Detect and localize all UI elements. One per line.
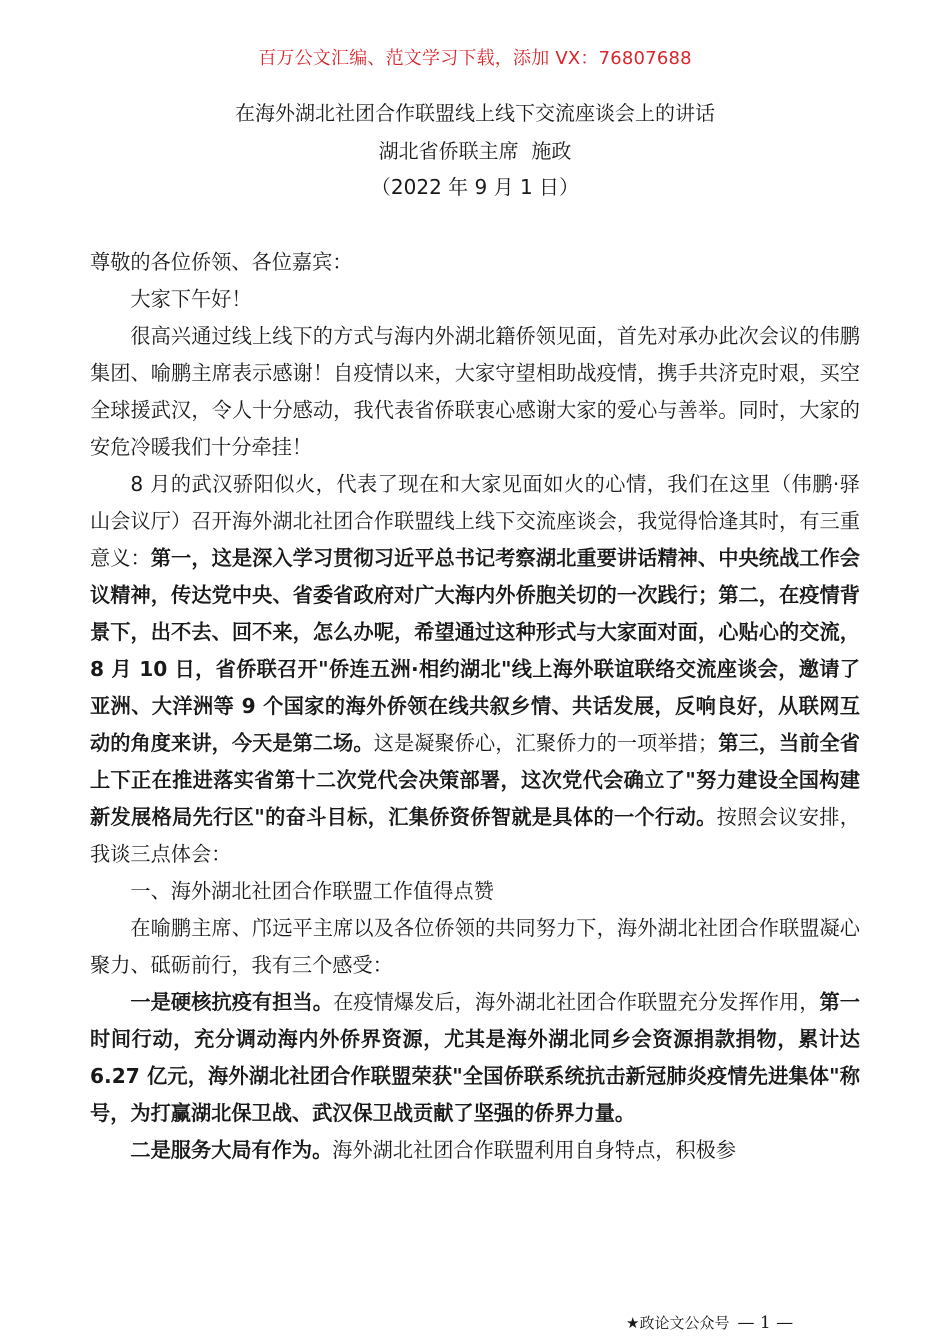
watermark-banner: 百万公文汇编、范文学习下载，添加 VX：76807688 (258, 48, 692, 69)
p2-first-second-points: 第一，这是深入学习贯彻习近平总书记考察湖北重要讲话精神、中央统战工作会议精神，传达党中央、省委省政府对广大海内外侨胞关切的一次践行；第二，在疫情背景下，出不去、回不来，怎么办呢，希望通过这种形式与大家面对面，心贴心的交流，8 月 10 日，省侨联召开"侨连五洲·相约湖北"线上海外联谊联络交流座谈会，邀请了亚洲、大洋洲等 9 个国家的海外侨领在线共叙乡情、共话发展，反响良好，从联网互动的角度来讲，今天是第二场。 (90, 546, 860, 755)
p4-text: 在疫情爆发后，海外湖北社团合作联盟充分发挥作用， (333, 990, 820, 1014)
salutation: 尊敬的各位侨领、各位嘉宾： (90, 250, 353, 274)
paragraph-2 (90, 466, 860, 873)
paragraph-4 (90, 984, 860, 1132)
paragraph-3: 在喻鹏主席、邝远平主席以及各位侨领的共同努力下，海外湖北社团合作联盟凝心聚力、砥砺前行，我有三个感受： (90, 916, 860, 977)
speaker-line: 湖北省侨联主席 施政 (378, 139, 572, 163)
footer-source: ★政论文公众号 (626, 1314, 730, 1332)
p2-summary: 这是凝聚侨心，汇聚侨力的一项举措； (373, 731, 719, 755)
p2-third-point: 第三，当前全省上下正在推进落实省第十二次党代会决策部署，这次党代会确立了"努力建设全国构建新发展格局先行区"的奋斗目标，汇集侨资侨智就是具体的一个行动。 (90, 731, 860, 829)
p5-lead: 二是服务大局有作为。 (130, 1138, 333, 1162)
section-heading-1: 一、海外湖北社团合作联盟工作值得点赞 (130, 879, 494, 903)
p2-intro: 8 月的武汉骄阳似火，代表了现在和大家见面如火的心情，我们在这里（伟鹏·驿山会议厅）召开海外湖北社团合作联盟线上线下交流座谈会，我觉得恰逢其时，有三重意义： (90, 472, 860, 570)
p2-closing: 按照会议安排，我谈三点体会： (90, 805, 860, 866)
p5-text: 海外湖北社团合作联盟利用自身特点，积极参 (332, 1138, 737, 1162)
paragraph-1: 很高兴通过线上线下的方式与海内外湖北籍侨领见面，首先对承办此次会议的伟鹏集团、喻鹏主席表示感谢！自疫情以来，大家守望相助战疫情，携手共济克时艰，买空全球援武汉，令人十分感动，我代表省侨联衷心感谢大家的爱心与善举。同时，大家的安危冷暖我们十分牵挂！ (90, 324, 860, 459)
document-title: 在海外湖北社团合作联盟线上线下交流座谈会上的讲话 (235, 101, 715, 125)
speech-body (90, 244, 860, 1169)
page-number: — 1 — (737, 1313, 794, 1333)
greeting: 大家下午好！ (130, 287, 252, 311)
p4-lead: 一是硬核抗疫有担当。 (130, 990, 334, 1014)
date-line: （2022 年 9 月 1 日） (370, 175, 580, 199)
paragraph-5 (90, 1132, 860, 1169)
page-footer (626, 1312, 793, 1334)
p4-bold-text: 第一时间行动，充分调动海内外侨界资源，尤其是海外湖北同乡会资源捐款捐物，累计达 6.27 亿元，海外湖北社团合作联盟荣获"全国侨联系统抗击新冠肺炎疫情先进集体"称号，为打赢湖北保卫战、武汉保卫战贡献了坚强的侨界力量。 (90, 990, 860, 1125)
